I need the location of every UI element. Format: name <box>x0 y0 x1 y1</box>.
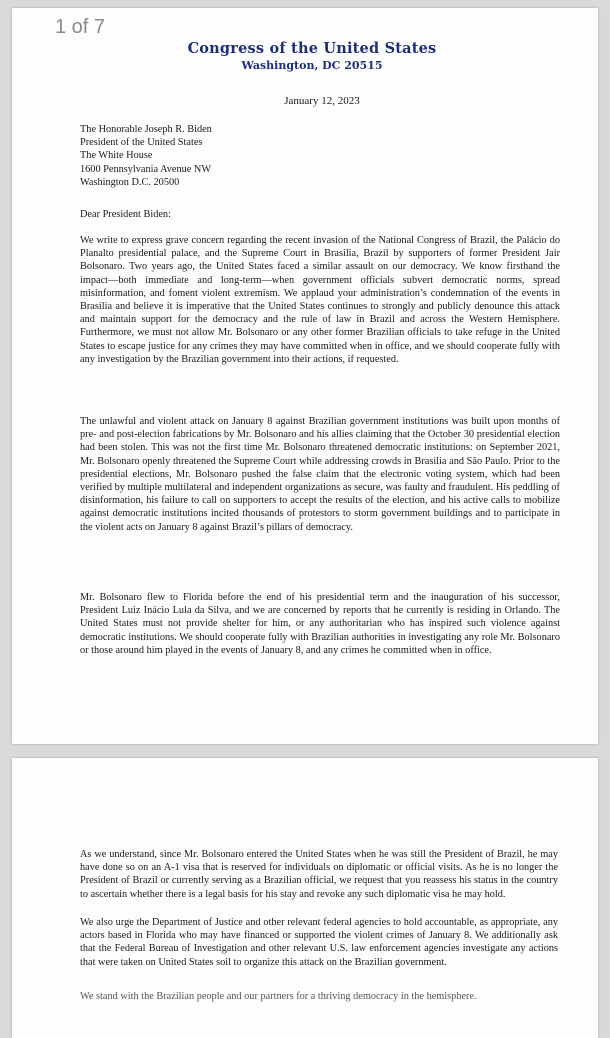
address-line: Washington D.C. 20500 <box>80 176 180 188</box>
address-line: The Honorable Joseph R. Biden <box>80 124 212 135</box>
letterhead-title: Congress of the United States <box>187 40 437 57</box>
body-paragraph: The unlawful and violent attack on January 8 against Brazilian government institutions was built upon months of pre- and post-election fabrications by Mr. Bolsonaro and his allies claiming that the October 30 presidential election had been stolen. This was not the first time Mr. Bolsonaro threatened democratic institutions: on September 2021, Mr. Bolsonaro openly threatened the Supreme Court while addressing crowds in Brasilia and São Paulo. Prior to the presidential elections, Mr. Bolsonaro pushed the false claim that the electronic voting system, which had been verified by multiple multilateral and independent organizations as secure, was faulty and fraudulent. His peddling of disinformation, his failure to call on supporters to accept the results of the election, and his active calls to mobilize against democratic institutions incited thousands of protestors to storm government buildings and to participate in the violent acts on January 8 against Brazil’s pillars of democracy. <box>80 416 560 533</box>
address-line: The White House <box>80 150 153 162</box>
body-paragraph: Mr. Bolsonaro flew to Florida before the end of his presidential term and the inauguration of his successor, President Luiz Inácio Lula da Silva, and we are concerned by reports that he currently is residing in Orlando. The United States must not provide shelter for him, or any authoritarian who has inspired such violence against democratic institutions. We should cooperate fully with Brazilian authorities in investigating any role Mr. Bolsonaro or those around him played in the events of January 8, and any crimes he committed when in office. <box>80 592 560 656</box>
letterhead-location: Washington, DC 20515 <box>241 59 383 72</box>
salutation: Dear President Biden: <box>80 209 171 220</box>
body-paragraph: We also urge the Department of Justice and other relevant federal agencies to hold accountable, as appropriate, any actors based in Florida who may have financed or supported the violent crimes of January 8. We additionally ask that the Federal Bureau of Investigation and other relevant U.S. law enforcement agencies investigate any actions that were taken on United States soil to organize this attack on the Brazilian government. <box>80 917 558 968</box>
body-paragraph: We write to express grave concern regarding the recent invasion of the National Congress of Brazil, the Palácio do Planalto presidential palace, and the Supreme Court in Brasilia, Brazil by supporters of former President Jair Bolsonaro. Two years ago, the United States faced a similar assault on our democracy. We know firsthand the impact—both immediate and long-term—when government officials subvert democratic norms, spread misinformation, and foment violent extremism. We applaud your administration’s condemnation of the events in Brasilia and believe it is imperative that the United States continues to strongly and publicly denounce this attack and maintain support for the democracy and the rule of law in Brazil and across the Western Hemisphere. Furthermore, we must not allow Mr. Bolsonaro or any other former Brazilian officials to take refuge in the United States to escape justice for any crimes they may have committed when in office, and we should cooperate fully with any investigation by the Brazilian government into their actions, if requested. <box>80 235 560 365</box>
letter-date: January 12, 2023 <box>284 95 360 107</box>
address-line: 1600 Pennsylvania Avenue NW <box>80 163 212 175</box>
letter-page-2 <box>12 758 598 1038</box>
page-counter: 1 of 7 <box>55 16 106 38</box>
letterhead <box>162 40 462 72</box>
body-paragraph-partial: We stand with the Brazilian people and our partners for a thriving democracy in the hemisphere. <box>80 991 477 1002</box>
recipient-address <box>80 123 560 189</box>
body-paragraph: As we understand, since Mr. Bolsonaro entered the United States when he was still the President of Brazil, he may have done so on an A-1 visa that is reserved for individuals on diplomatic or official visits. As he is no longer the President of Brazil or currently serving as a Brazilian official, we request that you reassess his status in the country to ascertain whether there is a legal basis for his stay and revoke any such diplomatic visa he may hold. <box>80 849 558 900</box>
address-line: President of the United States <box>80 137 203 149</box>
letter-page-1 <box>12 8 598 744</box>
